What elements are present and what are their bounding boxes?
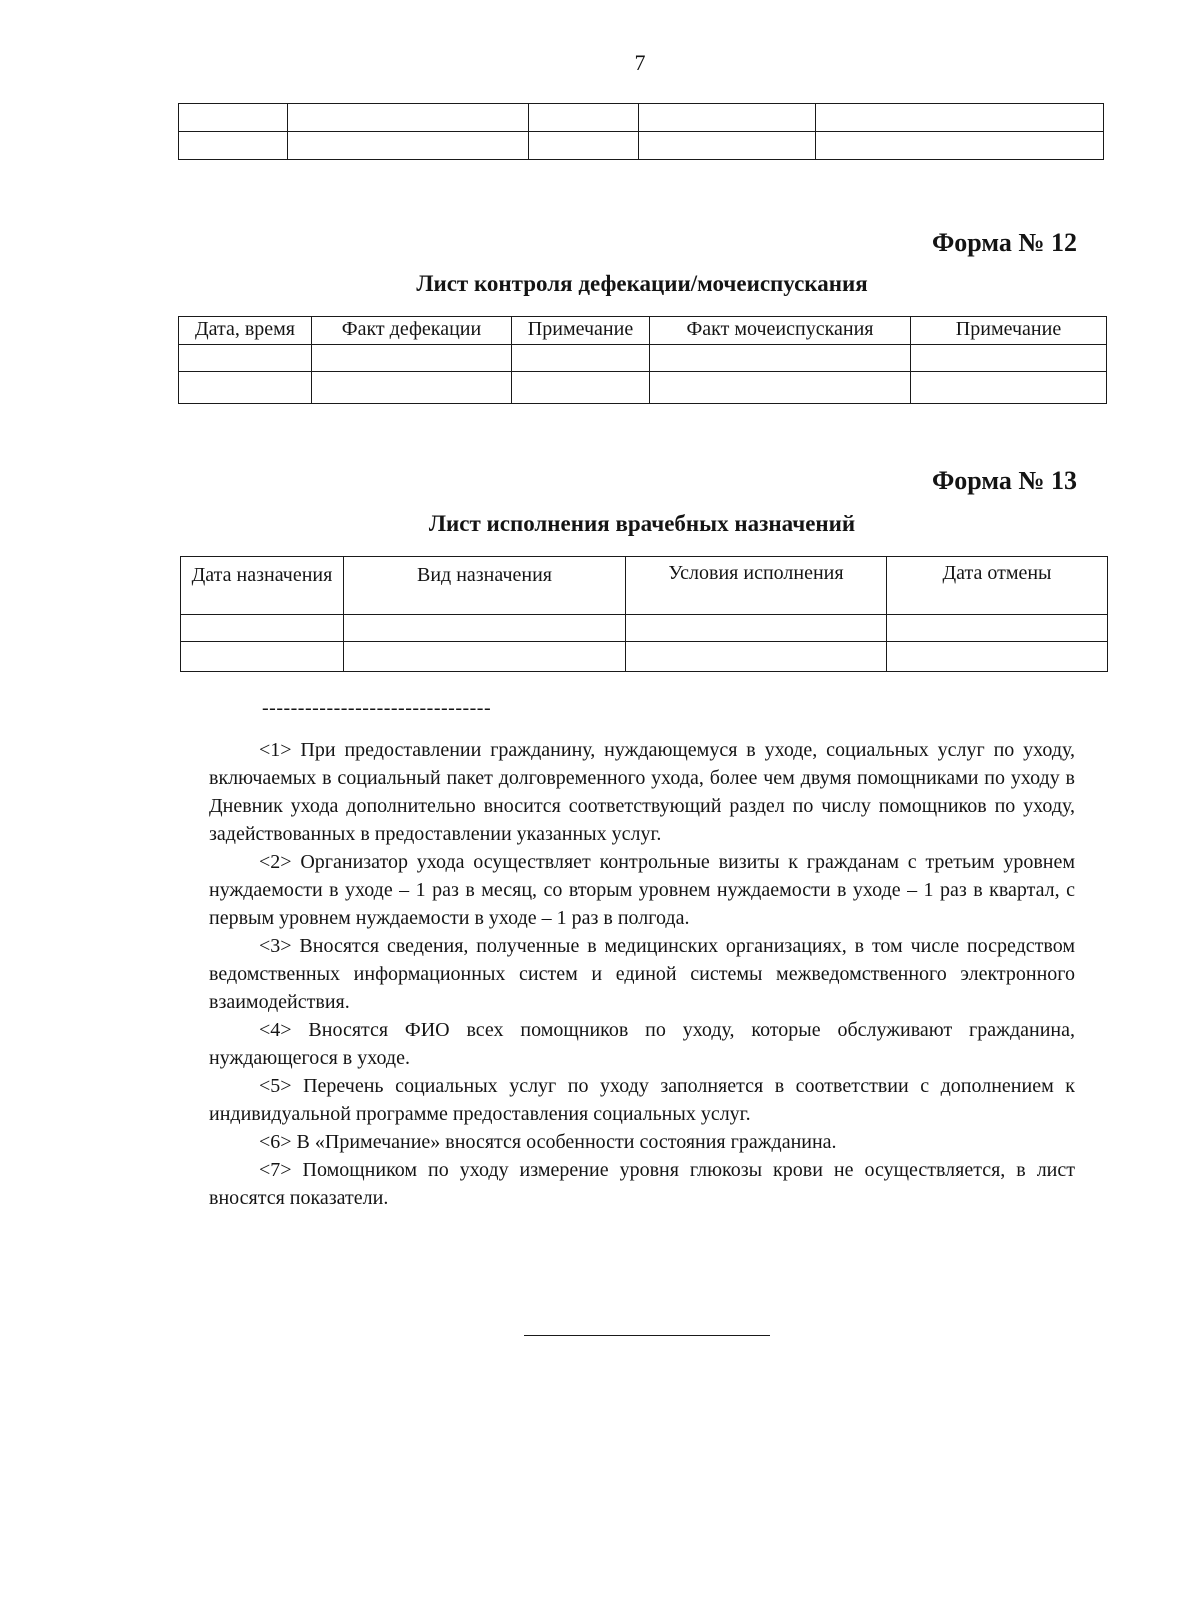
column-header: Примечание [911,317,1107,345]
column-header: Дата отмены [887,557,1108,615]
footnote-1: <1> При предоставлении гражданину, нуждающемуся в уходе, социальных услуг по уходу, включаемых в социальный пакет долговременного ухода, более чем двумя помощниками по уходу в Дневник ухода дополнительно вносится соответствующий раздел по числу помощников по уходу, задействованных в предоставлении указанных услуг. [209,739,1075,845]
table-row [181,642,1108,672]
column-header: Вид назначения [344,557,626,615]
table-cell [512,345,650,372]
table-cell [512,372,650,404]
table-cell [529,104,639,132]
table-cell [179,132,288,160]
table-row [179,104,1104,132]
table-cell [816,104,1104,132]
table-cell [911,372,1107,404]
table-cell [179,372,312,404]
form12-title: Лист контроля дефекации/мочеиспускания [416,271,868,296]
footnote-3: <3> Вносятся сведения, полученные в медицинских организациях, в том числе посредством ведомственных информационных систем и единой системы межведомственного электронного взаимодействия. [209,935,1075,1013]
table-cell [312,345,512,372]
table-header-row [181,557,1108,615]
table-cell [181,642,344,672]
form13-table [180,556,1108,672]
footnotes [209,736,1075,1212]
table-row [179,345,1107,372]
page-number: 7 [634,50,646,75]
column-header: Дата, время [179,317,312,345]
footnote-7: <7> Помощником по уходу измерение уровня глюкозы крови не осуществляется, в лист вносятся показатели. [209,1159,1075,1209]
table-header-row [179,317,1107,345]
end-rule [524,1335,770,1336]
form13-label: Форма № 13 [931,466,1077,495]
table-cell [181,615,344,642]
table-cell [816,132,1104,160]
column-header: Факт мочеиспускания [650,317,911,345]
table-cell [911,345,1107,372]
footnote-separator: -------------------------------- [262,697,492,719]
footnote-6: <6> В «Примечание» вносятся особенности состояния гражданина. [259,1131,837,1153]
table-cell [344,615,626,642]
table-row [179,372,1107,404]
table-row [179,132,1104,160]
table-cell [179,345,312,372]
column-header: Дата назначения [181,557,344,615]
table-cell [626,615,887,642]
table-cell [529,132,639,160]
form13-title: Лист исполнения врачебных назначений [428,511,856,536]
table-cell [344,642,626,672]
table-cell [312,372,512,404]
footnote-4: <4> Вносятся ФИО всех помощников по уходу, которые обслуживают гражданина, нуждающегося в уходе. [209,1019,1075,1069]
table-cell [887,615,1108,642]
column-header: Факт дефекации [312,317,512,345]
table-cell [650,372,911,404]
footnote-2: <2> Организатор ухода осуществляет контрольные визиты к гражданам с третьим уровнем нуждаемости в уходе – 1 раз в месяц, со вторым уровнем нуждаемости в уходе – 1 раз в квартал, с первым уровнем нуждаемости в уходе – 1 раз в полгода. [209,851,1075,929]
table-row [181,615,1108,642]
footnote-5: <5> Перечень социальных услуг по уходу заполняется в соответствии с дополнением к индивидуальной программе предоставления социальных услуг. [209,1075,1075,1125]
table-cell [639,104,816,132]
previous-table [178,103,1104,160]
table-cell [626,642,887,672]
form12-label: Форма № 12 [931,228,1077,257]
table-cell [650,345,911,372]
form12-table [178,316,1107,404]
table-cell [288,132,529,160]
column-header: Примечание [512,317,650,345]
table-cell [288,104,529,132]
column-header: Условия исполнения [626,557,887,615]
table-cell [639,132,816,160]
table-cell [887,642,1108,672]
table-cell [179,104,288,132]
